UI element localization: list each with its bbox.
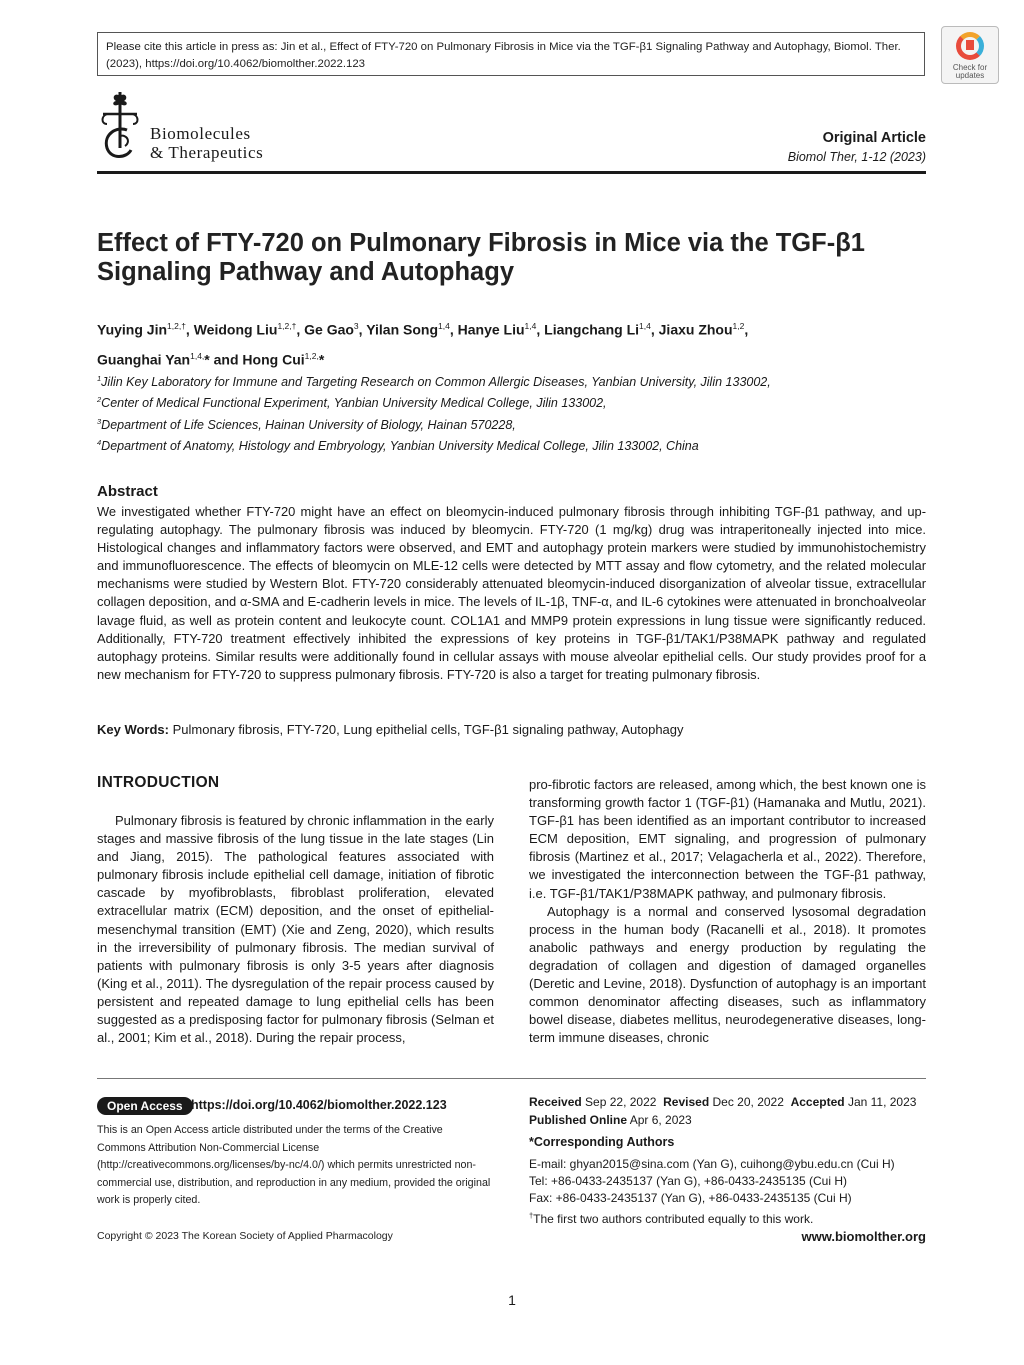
affiliation-item: $^4$Department of Anatomy, Histology and Embryology, Yanbian University Medical College, Jilin 133002, China xyxy=(97,438,699,454)
abstract-heading: Abstract xyxy=(97,483,158,500)
article-type: Original Article xyxy=(822,130,926,146)
abstract-body: We investigated whether FTY-720 might have an effect on bleomycin-induced pulmonary fibrosis through inhibiting TGF-β1 pathway, and up-regulating autophagy. The pulmonary fibrosis was induced by bleomycin. FTY-720 (1 mg/kg) drug was intraperitoneally injected into mice. Histological changes and inflammatory factors were observed, and EMT and autophagy protein markers were studied by immunohistochemistry and immunofluorescence. The effects of bleomycin on MLE-12 cells were detected by MTT assay and flow cytometry, and the related molecular mechanisms were studied by Western Blot. FTY-720 considerably attenuated bleomycin-induced disorganization of alveolar tissue, extracellular collagen deposition, and α-SMA and E-cadherin levels in mice. The levels of IL-1β, TNF-α, and IL-6 cytokines were attenuated in bronchoalveolar lavage fluid, as well as protein content and leukocyte count. COL1A1 and MMP9 protein expressions in lung tissue were significantly reduced. Additionally, FTY-720 treatment effectively inhibited the expressions of key proteins in TGF-β1/TAK1/P38MAPK pathway and regulated autophagy proteins. Similar results were additionally found in cellular assays with mouse alveolar epithelial cells. Our study provides proof for a new mechanism for FTY-720 to suppress pulmonary fibrosis. FTY-720 is also a target for treating pulmonary fibrosis. xyxy=(97,504,926,682)
check-for-updates-button[interactable] xyxy=(941,26,999,84)
intro-paragraph: Pulmonary fibrosis is featured by chronic inflammation in the early stages and massive fibrosis of the lung tissue in the late stages (Lin and Jiang, 2015). The pathological features associated with pulmonary fibrosis include epithelial cell damage, initiation of fibrotic cascade by myofibroblasts, fibroblast proliferation, elevated extracellular matrix (ECM) deposition, and the onset of epithelial-mesenchymal transition (EMT) (Xie and Zeng, 2020), which results in the irreversibility of pulmonary fibrosis. The median survival of patients with pulmonary fibrosis is only 3-5 years after diagnosis (King et al., 2011). The dysregulation of the repair process caused by persistent and repeated damage to lung epithelial cells has been suggested as a predisposing factor for pulmonary fibrosis (Selman et al., 2001; Kim et al., 2018). During the repair process, xyxy=(97,813,494,1046)
section-heading-introduction: INTRODUCTION xyxy=(97,774,220,791)
intro-column-right xyxy=(529,776,926,1047)
publication-dates: Received Sep 22, 2022 Revised Dec 20, 2022 Accepted Jan 11, 2023 Published Online Apr 6, 2023 xyxy=(529,1095,917,1127)
citation-box: Please cite this article in press as: Jin et al., Effect of FTY-720 on Pulmonary Fibrosis in Mice via the TGF-β1 Signaling Pathway and Autophagy, Biomol. Ther. (2023), https://doi.org/10.4062/biomolther.2022.123 xyxy=(97,32,925,76)
intro-column-left xyxy=(97,812,494,1047)
journal-logo-icon xyxy=(97,90,143,162)
doi-link[interactable]: https://doi.org/10.4062/biomolther.2022.123 xyxy=(191,1098,447,1112)
corresponding-heading: *Corresponding Authors xyxy=(529,1135,675,1149)
keywords-text: Pulmonary fibrosis, FTY-720, Lung epithelial cells, TGF-β1 signaling pathway, Autophagy xyxy=(169,722,684,737)
open-access-badge: Open Access xyxy=(97,1097,193,1115)
intro-paragraph: Autophagy is a normal and conserved lysosomal degradation process in the human body (Racanelli et al., 2018). It promotes anabolic pathways and energy production by regulating the degradation of collagen and digestion of damaged organelles (Deretic and Levine, 2018). Dysfunction of autophagy is an important common denominator affecting diseases, such as inflammatory bowel disease, diabetes mellitus, neurodegenerative diseases, long-term immune diseases, chronic xyxy=(529,903,926,1046)
author-list: Yuying Jin$^{1,2,\dagger}$, Weidong Liu$^{1,2,\dagger}$, Ge Gao$^3$, Yilan Song$^{1,4}$, Hanye Liu$^{1,4}$, Liangchang Li$^{1,4}$, Jiaxu Zhou$^{1,2}$, Guanghai Yan$^{1,4,}$* and Hong Cui$^{1,2,}$* xyxy=(97,321,749,368)
keywords-label: Key Words: xyxy=(97,722,169,737)
page-number: 1 xyxy=(508,1292,516,1308)
header-rule xyxy=(97,171,926,174)
license-text: This is an Open Access article distributed under the terms of the Creative Commons Attribution Non-Commercial License (http://creativecommons.org/licenses/by-nc/4.0/) which permits unrestricted non-commercial use, distribution, and reproduction in any medium, provided the original work is properly cited. xyxy=(97,1124,491,1206)
corresponding-fax: Fax: +86-0433-2435137 (Yan G), +86-0433-2435135 (Cui H) xyxy=(529,1191,852,1205)
footer-rule xyxy=(97,1078,926,1079)
corresponding-tel: Tel: +86-0433-2435137 (Yan G), +86-0433-2435135 (Cui H) xyxy=(529,1174,847,1188)
affiliation-item: $^1$Jilin Key Laboratory for Immune and Targeting Research on Common Allergic Diseases, Yanbian University, Jilin 133002, xyxy=(97,374,771,390)
journal-website-link[interactable]: www.biomolther.org xyxy=(801,1229,926,1244)
journal-reference: Biomol Ther, 1-12 (2023) xyxy=(787,150,926,164)
affiliation-item: $^2$Center of Medical Functional Experiment, Yanbian University Medical College, Jilin 133002, xyxy=(97,395,607,411)
bookmark-icon xyxy=(956,32,984,60)
corresponding-email: E-mail: ghyan2015@sina.com (Yan G), cuihong@ybu.edu.cn (Cui H) xyxy=(529,1157,895,1171)
intro-paragraph: pro-fibrotic factors are released, among which, the best known one is transforming growth factor 1 (TGF-β1) (Hamanaka and Mutlu, 2021). TGF-β1 has been identified as an important contributor to increased ECM deposition, EMT signaling, and progression of pulmonary fibrosis (Martinez et al., 2017; Velagacherla et al., 2022). Therefore, we investigated the interconnection between the TGF-β1 pathway, i.e. TGF-β1/TAK1/P38MAPK pathway, and pulmonary fibrosis. xyxy=(529,777,926,901)
article-title: Effect of FTY-720 on Pulmonary Fibrosis in Mice via the TGF-β1 Signaling Pathway and Autophagy xyxy=(97,229,865,286)
copyright-notice: Copyright © 2023 The Korean Society of Applied Pharmacology xyxy=(97,1230,393,1242)
corresponding-details xyxy=(529,1156,926,1228)
equal-contribution-note: †The first two authors contributed equally to this work. xyxy=(529,1211,814,1226)
keywords xyxy=(97,722,926,737)
check-updates-label: Check for updates xyxy=(952,63,988,80)
journal-logo-text: Biomolecules & Therapeutics xyxy=(150,124,264,162)
affiliation-item: $^3$Department of Life Sciences, Hainan University of Biology, Hainan 570228, xyxy=(97,416,516,432)
affiliations xyxy=(97,370,927,455)
